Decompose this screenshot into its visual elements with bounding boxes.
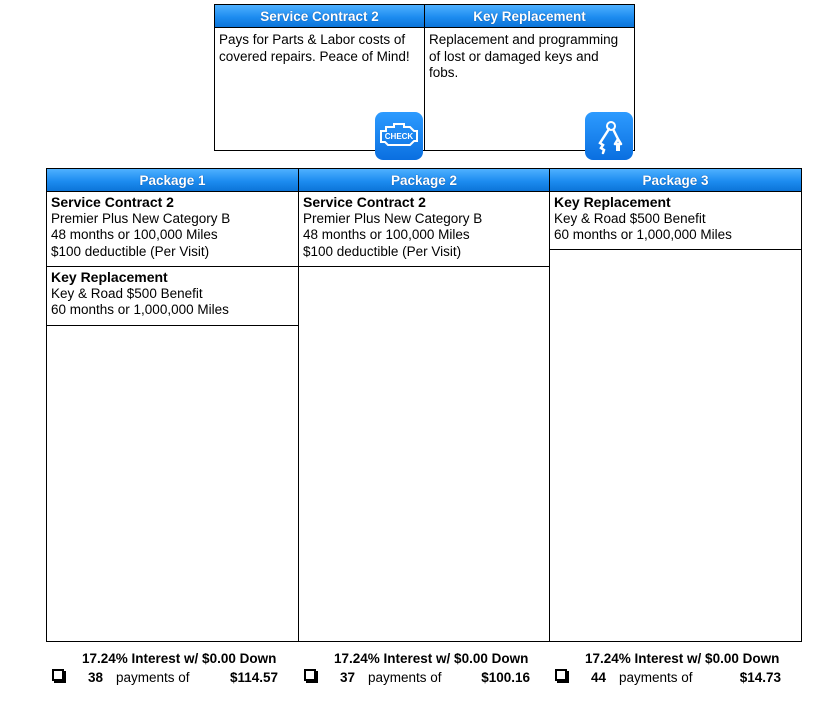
item-line: 48 months or 100,000 Miles	[303, 227, 470, 242]
item-line: 60 months or 1,000,000 Miles	[554, 227, 732, 242]
package-header: Package 2	[299, 169, 549, 192]
payment-count: 44	[591, 670, 607, 685]
item-title: Key Replacement	[554, 194, 671, 210]
payments-label: payments of	[116, 670, 190, 685]
item-line: Key & Road $500 Benefit	[554, 210, 706, 226]
check-icon-text: CHECK	[384, 132, 414, 141]
package-item-key-replacement	[550, 192, 801, 250]
product-card-key-replacement	[424, 4, 635, 151]
package-payment-3	[549, 650, 801, 690]
select-package-3-checkbox[interactable]	[555, 669, 567, 681]
product-header: Key Replacement	[425, 5, 634, 28]
item-line: Premier Plus New Category B	[51, 210, 231, 226]
select-package-1-checkbox[interactable]	[52, 669, 64, 681]
payment-amount: $100.16	[481, 670, 530, 685]
item-line: 48 months or 100,000 Miles	[51, 227, 218, 242]
package-column-2	[298, 168, 550, 642]
car-keys-icon	[585, 112, 633, 160]
item-line: Premier Plus New Category B	[303, 210, 483, 226]
package-payment-1	[46, 650, 298, 690]
payment-count: 38	[88, 670, 104, 685]
select-package-2-checkbox[interactable]	[304, 669, 316, 681]
package-item-key-replacement	[47, 267, 298, 326]
package-column-1	[46, 168, 299, 642]
payments-label: payments of	[368, 670, 442, 685]
item-line: 60 months or 1,000,000 Miles	[51, 302, 229, 317]
package-header: Package 3	[550, 169, 801, 192]
item-line: $100 deductible (Per Visit)	[51, 243, 210, 259]
interest-rate: 17.24% Interest w/ $0.00 Down	[82, 651, 277, 666]
item-line: Key & Road $500 Benefit	[51, 285, 203, 301]
product-header: Service Contract 2	[215, 5, 424, 28]
package-column-3	[549, 168, 802, 642]
product-description: Pays for Parts & Labor costs of covered repairs. Peace of Mind!	[219, 32, 410, 64]
item-title: Service Contract 2	[303, 194, 426, 210]
payments-label: payments of	[619, 670, 693, 685]
package-item-service-contract	[299, 192, 549, 267]
item-line: $100 deductible (Per Visit)	[303, 243, 462, 259]
product-description: Replacement and programming of lost or damaged keys and fobs.	[429, 32, 619, 80]
interest-rate: 17.24% Interest w/ $0.00 Down	[334, 651, 529, 666]
product-card-service-contract	[214, 4, 425, 151]
payment-count: 37	[340, 670, 356, 685]
interest-rate: 17.24% Interest w/ $0.00 Down	[585, 651, 780, 666]
package-item-service-contract	[47, 192, 298, 267]
item-title: Key Replacement	[51, 269, 168, 285]
payment-amount: $114.57	[229, 670, 278, 685]
package-header: Package 1	[47, 169, 298, 192]
package-payment-2	[298, 650, 550, 690]
item-title: Service Contract 2	[51, 194, 174, 210]
check-engine-icon	[375, 112, 423, 160]
payment-amount: $14.73	[739, 670, 781, 685]
